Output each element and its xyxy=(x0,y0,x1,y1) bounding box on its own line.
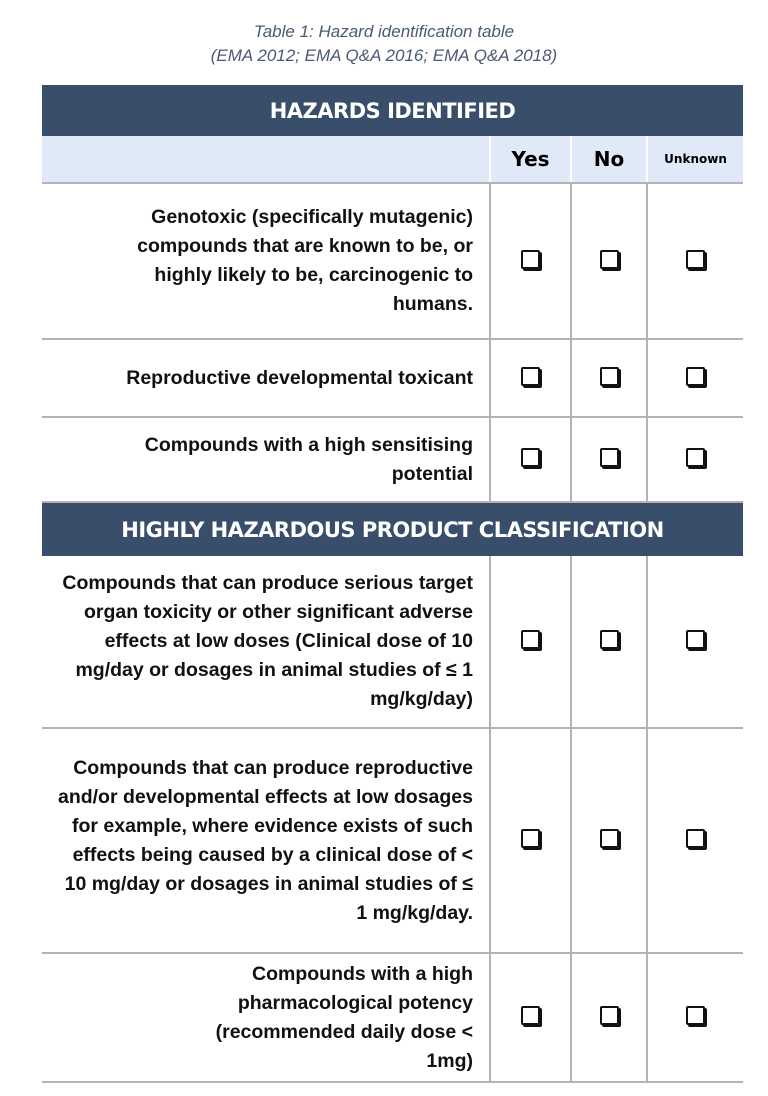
row-label: Compounds with a high pharmacological potency (recommended daily dose < 1mg) xyxy=(42,953,490,1082)
row-label: Genotoxic (specifically mutagenic) compounds that are known to be, or highly likely to be, carcinogenic to humans. xyxy=(42,183,490,339)
col-no: No xyxy=(571,136,647,183)
section-title: HIGHLY HAZARDOUS PRODUCT CLASSIFICATION xyxy=(42,502,743,556)
unknown-checkbox[interactable] xyxy=(686,630,705,649)
no-checkbox[interactable] xyxy=(600,630,619,649)
yes-checkbox[interactable] xyxy=(521,630,540,649)
section-header xyxy=(42,502,743,556)
yes-checkbox[interactable] xyxy=(521,829,540,848)
caption-title: Table 1: Hazard identification table xyxy=(253,22,515,41)
table-row xyxy=(42,953,743,1082)
no-checkbox[interactable] xyxy=(600,448,619,467)
row-label: Compounds that can produce serious target organ toxicity or other significant adverse effects at low doses (Clinical dose of 10 mg/day or dosages in animal studies of ≤ 1 mg/kg/day) xyxy=(42,556,490,728)
unknown-checkbox[interactable] xyxy=(686,1006,705,1025)
row-label: Reproductive developmental toxicant xyxy=(42,339,490,417)
no-checkbox[interactable] xyxy=(600,367,619,386)
table-caption xyxy=(0,20,768,68)
table-row xyxy=(42,417,743,502)
table-row xyxy=(42,728,743,953)
col-yes: Yes xyxy=(490,136,571,183)
yes-checkbox[interactable] xyxy=(521,1006,540,1025)
blank-header xyxy=(42,136,490,183)
unknown-checkbox[interactable] xyxy=(686,367,705,386)
no-checkbox[interactable] xyxy=(600,1006,619,1025)
yes-checkbox[interactable] xyxy=(521,250,540,269)
unknown-checkbox[interactable] xyxy=(686,448,705,467)
section-header xyxy=(42,85,743,136)
caption-references: (EMA 2012; EMA Q&A 2016; EMA Q&A 2018) xyxy=(210,46,558,65)
row-label: Compounds with a high sensitising potential xyxy=(42,417,490,502)
column-header-row xyxy=(42,136,743,183)
section-title: HAZARDS IDENTIFIED xyxy=(42,85,743,136)
yes-checkbox[interactable] xyxy=(521,448,540,467)
no-checkbox[interactable] xyxy=(600,250,619,269)
unknown-checkbox[interactable] xyxy=(686,829,705,848)
table-row xyxy=(42,556,743,728)
row-label: Compounds that can produce reproductive and/or developmental effects at low dosages for example, where evidence exists of such effects being caused by a clinical dose of < 10 mg/day or dosages in animal studies of ≤ 1 mg/kg/day. xyxy=(42,728,490,953)
unknown-checkbox[interactable] xyxy=(686,250,705,269)
no-checkbox[interactable] xyxy=(600,829,619,848)
col-unknown: Unknown xyxy=(647,136,743,183)
table-row xyxy=(42,183,743,339)
hazard-table xyxy=(42,85,743,1083)
table-row xyxy=(42,339,743,417)
yes-checkbox[interactable] xyxy=(521,367,540,386)
